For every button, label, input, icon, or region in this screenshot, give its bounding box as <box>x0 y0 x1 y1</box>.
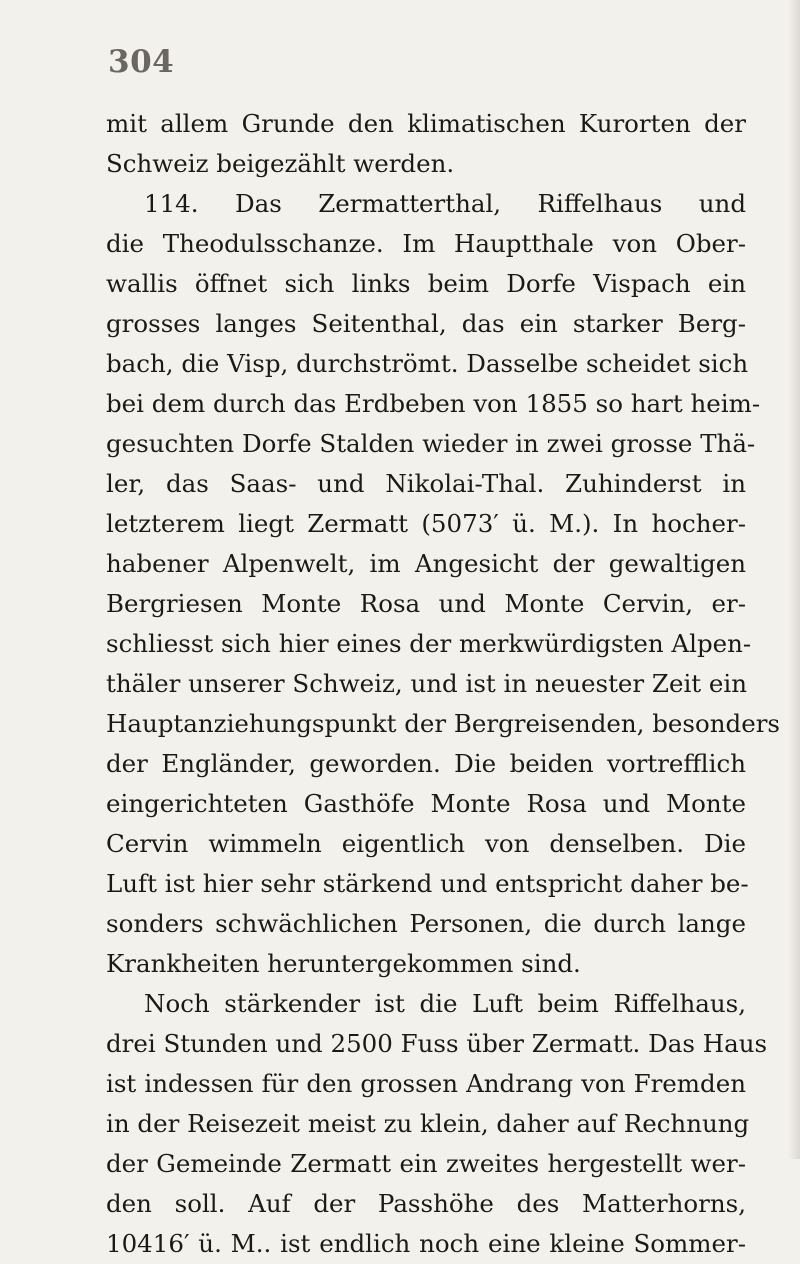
text-line: mit allem Grunde den klimatischen Kurorten der <box>106 109 746 138</box>
text-line: schliesst sich hier eines der merkwürdigsten Alpen- <box>106 629 752 658</box>
text-line: sonders schwächlichen Personen, die durch lange <box>106 909 746 938</box>
text-line: in der Reisezeit meist zu klein, daher auf Rechnung <box>106 1109 750 1138</box>
text-line: gesuchten Dorfe Stalden wieder in zwei grosse Thä- <box>106 429 756 458</box>
text-line: bei dem durch das Erdbeben von 1855 so hart heim- <box>106 389 761 418</box>
text-line: drei Stunden und 2500 Fuss über Zermatt. Das Haus <box>106 1029 768 1058</box>
text-line: bach, die Visp, durchströmt. Dasselbe scheidet sich <box>106 349 749 378</box>
text-line: thäler unserer Schweiz, und ist in neuester Zeit ein <box>106 669 748 698</box>
body-text <box>106 104 780 1264</box>
text-line: der Gemeinde Zermatt ein zweites hergestellt wer- <box>106 1149 746 1178</box>
text-line: 10416′ ü. M.. ist endlich noch eine kleine Sommer- <box>106 1229 746 1258</box>
text-line: 114. Das Zermatterthal, Riffelhaus und <box>144 189 746 218</box>
page-number: 304 <box>108 44 175 80</box>
text-line: Luft ist hier sehr stärkend und entspricht daher be- <box>106 869 749 898</box>
text-line: Krankheiten heruntergekommen sind. <box>106 949 581 978</box>
text-line: Noch stärkender ist die Luft beim Riffelhaus, <box>144 989 746 1018</box>
page-edge-shadow <box>788 0 800 1159</box>
text-line: wallis öffnet sich links beim Dorfe Vispach ein <box>106 269 746 298</box>
text-line: letzterem liegt Zermatt (5073′ ü. M.). In hocher- <box>106 509 746 538</box>
text-line: grosses langes Seitenthal, das ein starker Berg- <box>106 309 746 338</box>
text-line: habener Alpenwelt, im Angesicht der gewaltigen <box>106 549 746 578</box>
text-line: Hauptanziehungspunkt der Bergreisenden, besonders <box>106 709 780 738</box>
text-line: den soll. Auf der Passhöhe des Matterhorns, <box>106 1189 746 1218</box>
text-line: eingerichteten Gasthöfe Monte Rosa und Monte <box>106 789 746 818</box>
text-line: die Theodulsschanze. Im Hauptthale von Ober- <box>106 229 746 258</box>
text-line: ler, das Saas- und Nikolai-Thal. Zuhinderst in <box>106 469 746 498</box>
text-line: ist indessen für den grossen Andrang von Fremden <box>106 1069 746 1098</box>
text-line: Schweiz beigezählt werden. <box>106 149 455 178</box>
text-line: Cervin wimmeln eigentlich von denselben. Die <box>106 829 746 858</box>
text-line: der Engländer, geworden. Die beiden vortrefflich <box>106 749 746 778</box>
text-line: Bergriesen Monte Rosa und Monte Cervin, er- <box>106 589 746 618</box>
